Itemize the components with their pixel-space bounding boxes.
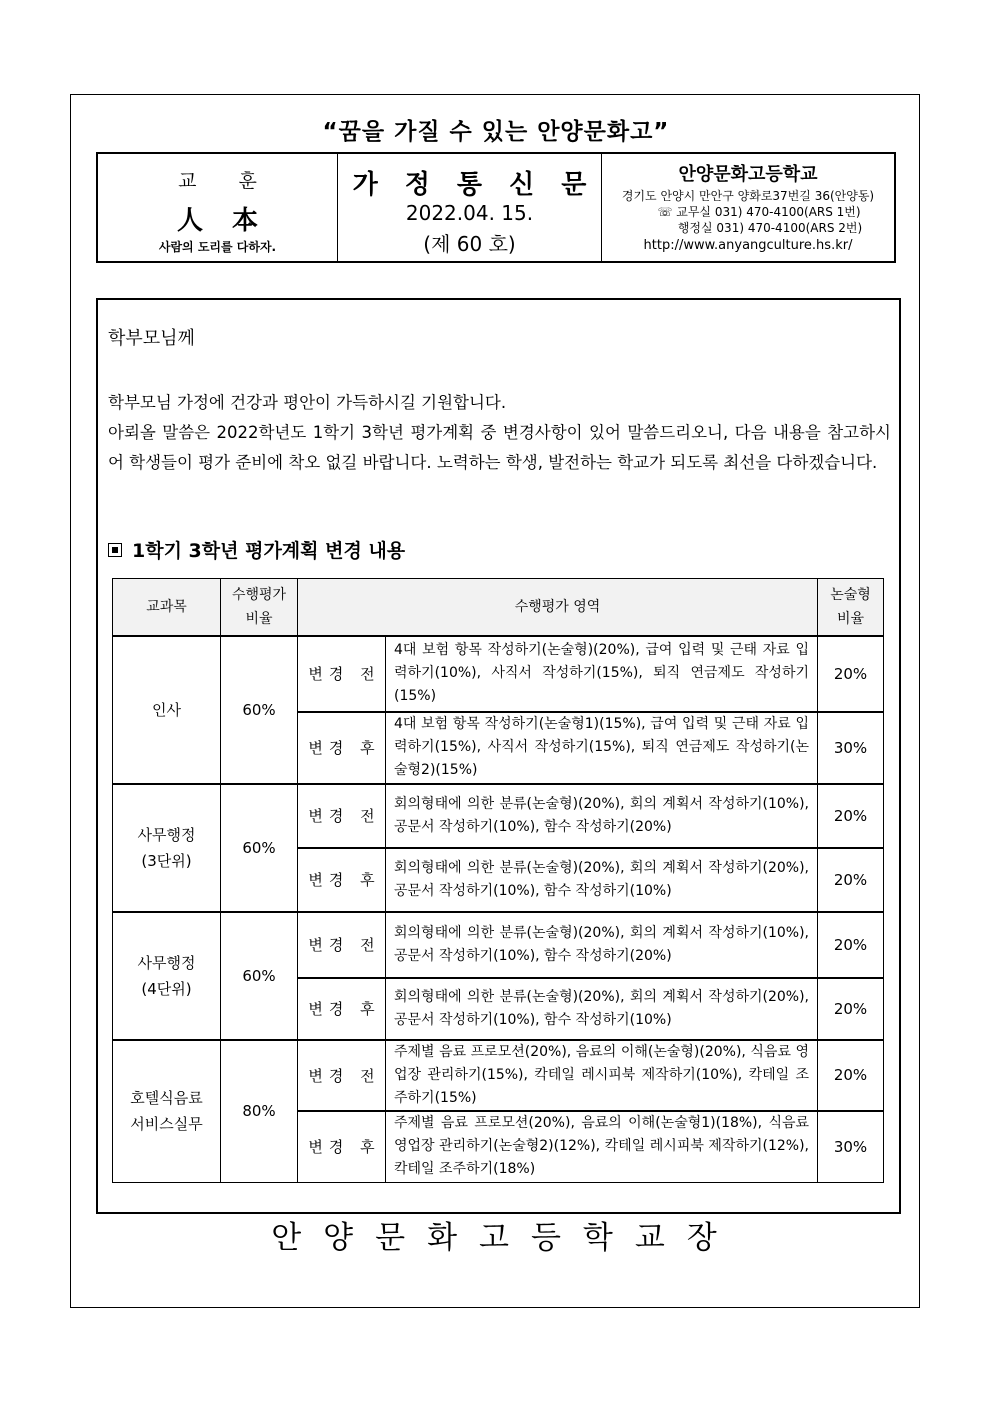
area-before: 회의형태에 의한 분류(논술형)(20%), 회의 계획서 작성하기(10%), 공문서 작성하기(10%), 함수 작성하기(20%) [386, 912, 818, 978]
essay-ratio-before: 20% [818, 636, 884, 712]
paragraph-2: 아뢰올 말씀은 2022학년도 1학기 3학년 평가계획 중 변경사항이 있어 말씀드리오니, 다음 내용을 참고하시어 학생들이 평가 준비에 착오 없길 바랍니다. 노력하는 학생, 발전하는 학교가 되도록 최선을 다하겠습니다. [108, 423, 891, 472]
motto: 人 本 [176, 206, 269, 236]
motto-subtitle: 사람의 도리를 다하자. [158, 240, 277, 254]
evaluation-plan-table [112, 578, 884, 1183]
subject-cell: 호텔식음료 서비스실무 [113, 1040, 221, 1183]
school-address: 경기도 안양시 만안구 양화로37번길 36(안양동) [621, 189, 875, 203]
header-essay-ratio: 논술형 비율 [818, 579, 884, 636]
stage-after: 변경 후 [298, 848, 386, 912]
essay-ratio-before: 20% [818, 912, 884, 978]
admin-phone: 행정실 031) 470-4100(ARS 2번) [677, 221, 863, 235]
perf-ratio-cell: 60% [221, 784, 298, 912]
table-row [113, 784, 884, 848]
table-row [113, 636, 884, 712]
essay-ratio-before: 20% [818, 784, 884, 848]
school-slogan: “꿈을 가질 수 있는 안양문화고” [322, 119, 670, 145]
essay-ratio-after: 30% [818, 1111, 884, 1183]
subject-cell: 사무행정 (3단위) [113, 784, 221, 912]
school-name: 안양문화고등학교 [678, 164, 818, 185]
table-row [113, 1040, 884, 1111]
paragraph-1: 학부모님 가정에 건강과 평안이 가득하시길 기원합니다. [108, 393, 507, 412]
area-after: 회의형태에 의한 분류(논술형)(20%), 회의 계획서 작성하기(20%), 공문서 작성하기(10%), 함수 작성하기(10%) [386, 978, 818, 1040]
section-heading [108, 536, 405, 563]
newsletter-title-cell [338, 154, 602, 261]
perf-ratio-cell: 60% [221, 636, 298, 784]
stage-before: 변경 전 [298, 912, 386, 978]
table-header-row [113, 579, 884, 636]
stage-before: 변경 전 [298, 784, 386, 848]
area-before: 4대 보험 항목 작성하기(논술형)(20%), 급여 입력 및 근태 자료 입력하기(10%), 사직서 작성하기(15%), 퇴직 연금제도 작성하기(15%) [386, 636, 818, 712]
area-after: 주제별 음료 프로모션(20%), 음료의 이해(논술형1)(18%), 식음료 영업장 관리하기(논술형2)(12%), 칵테일 레시피북 제작하기(12%), 칵테일 조주하기(18%) [386, 1111, 818, 1183]
stage-before: 변경 전 [298, 1040, 386, 1111]
section-title: 1학기 3학년 평가계획 변경 내용 [132, 540, 406, 562]
perf-ratio-cell: 80% [221, 1040, 298, 1183]
area-after: 회의형태에 의한 분류(논술형)(20%), 회의 계획서 작성하기(20%), 공문서 작성하기(10%), 함수 작성하기(10%) [386, 848, 818, 912]
area-before: 회의형태에 의한 분류(논술형)(20%), 회의 계획서 작성하기(10%), 공문서 작성하기(10%), 함수 작성하기(20%) [386, 784, 818, 848]
header-subject: 교과목 [113, 579, 221, 636]
essay-ratio-after: 30% [818, 712, 884, 784]
letter-body [96, 298, 901, 1214]
motto-cell [98, 154, 338, 261]
principal-signature: 안양문화고등학교장 [271, 1220, 739, 1256]
school-website-link[interactable]: http://www.anyangculture.hs.kr/ [643, 238, 853, 253]
header-area: 수행평가 영역 [298, 579, 818, 636]
square-bullet-icon [108, 543, 122, 557]
newsletter-header [96, 152, 896, 263]
school-contact [602, 188, 894, 236]
header-perf-ratio: 수행평가 비율 [221, 579, 298, 636]
newsletter-title: 가 정 통 신 문 [352, 170, 596, 200]
subject-cell: 사무행정 (4단위) [113, 912, 221, 1040]
essay-ratio-after: 20% [818, 848, 884, 912]
area-before: 주제별 음료 프로모션(20%), 음료의 이해(논술형)(20%), 식음료 영업장 관리하기(15%), 칵테일 레시피북 제작하기(10%), 칵테일 조주하기(15%) [386, 1040, 818, 1111]
stage-before: 변경 전 [298, 636, 386, 712]
subject-cell: 인사 [113, 636, 221, 784]
area-after: 4대 보험 항목 작성하기(논술형1)(15%), 급여 입력 및 근태 자료 입력하기(15%), 사직서 작성하기(15%), 퇴직 연금제도 작성하기(논술형2)(15%) [386, 712, 818, 784]
perf-ratio-cell: 60% [221, 912, 298, 1040]
stage-after: 변경 후 [298, 712, 386, 784]
office-phone: ☏ 교무실 031) 470-4100(ARS 1번) [657, 205, 861, 219]
school-info-cell [602, 154, 894, 261]
stage-after: 변경 후 [298, 978, 386, 1040]
newsletter-date: 2022.04. 15. [405, 201, 534, 225]
stage-after: 변경 후 [298, 1111, 386, 1183]
motto-label: 교 훈 [178, 170, 275, 192]
newsletter-issue: (제 60 호) [423, 232, 516, 256]
table-row [113, 912, 884, 978]
essay-ratio-before: 20% [818, 1040, 884, 1111]
essay-ratio-after: 20% [818, 978, 884, 1040]
greeting: 학부모님께 [108, 328, 195, 349]
